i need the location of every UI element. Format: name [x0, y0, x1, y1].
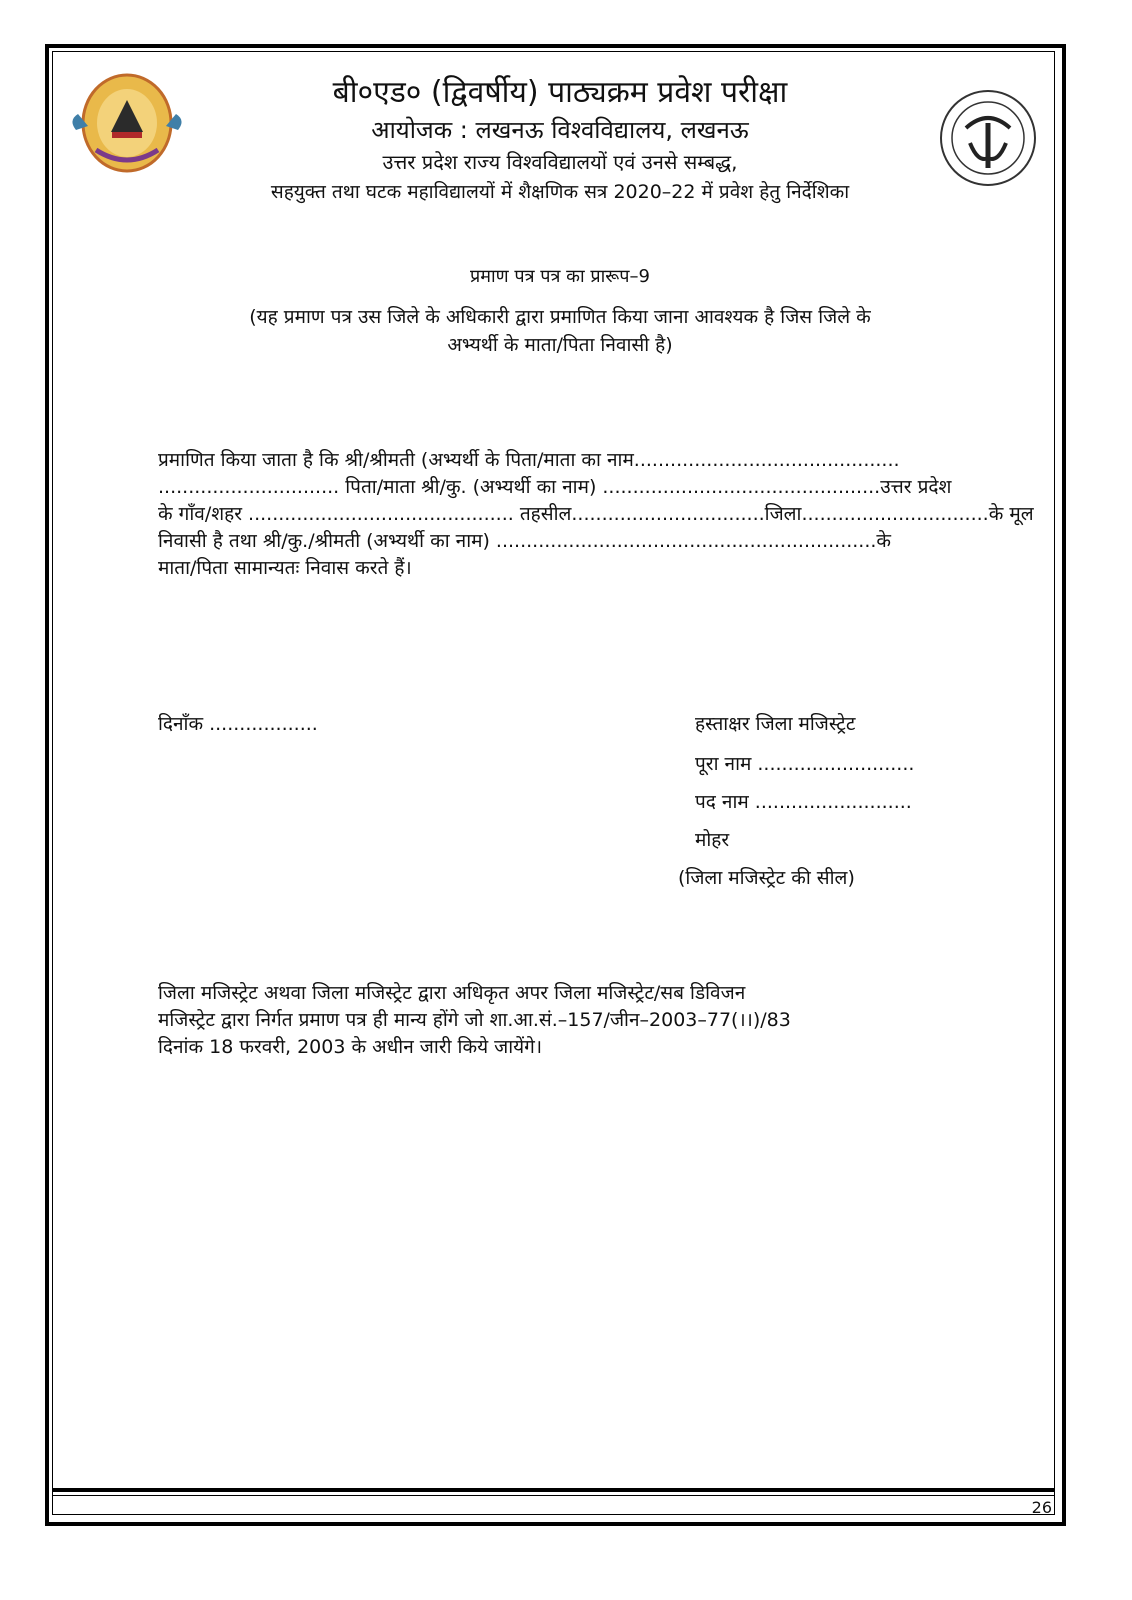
body-line: .............................. पिता/माता श्री/कु. (अभ्यर्थी का नाम) ..............................................उत्तर प्रदेश [158, 476, 952, 498]
page-number: 26 [1031, 1498, 1052, 1517]
form-note-line-1: (यह प्रमाण पत्र उस जिले के अधिकारी द्वारा प्रमाणित किया जाना आवश्यक है जिस जिले के [249, 306, 871, 328]
header-line-3: उत्तर प्रदेश राज्य विश्वविद्यालयों एवं उनसे सम्बद्ध, [382, 150, 738, 174]
date-field: दिनाँक .................. [158, 713, 318, 735]
document-title: बी०एड० (द्विवर्षीय) पाठ्यक्रम प्रवेश परीक्षा [332, 75, 788, 110]
footer-line: मजिस्ट्रेट द्वारा निर्गत प्रमाण पत्र ही मान्य होंगे जो शा.आ.सं.–157/जीन–2003–77(।।)/83 [158, 1009, 791, 1031]
footer-rule-thin [52, 1495, 1055, 1496]
lucknow-university-logo [66, 70, 188, 176]
body-line: निवासी है तथा श्री/कु./श्रीमती (अभ्यर्थी का नाम) ...............................................................के [158, 530, 892, 552]
form-note-line-2: अभ्यर्थी के माता/पिता निवासी है) [447, 334, 673, 356]
up-government-seal [938, 88, 1038, 188]
header-line-4: सहयुक्त तथा घटक महाविद्यालयों में शैक्षणिक सत्र 2020–22 में प्रवेश हेतु निर्देशिका [270, 181, 850, 203]
footer-note [158, 980, 951, 1061]
certificate-body [158, 447, 1034, 582]
footer-rule [52, 1488, 1055, 1492]
body-line: के गाँव/शहर ............................................ तहसील................................जिला...............................के मूल [158, 503, 1034, 525]
body-line: माता/पिता सामान्यतः निवास करते हैं। [158, 557, 412, 579]
seal-label: (जिला मजिस्ट्रेट की सील) [678, 867, 855, 889]
form-title: प्रमाण पत्र पत्र का प्रारूप–9 [470, 266, 650, 287]
designation-field: पद नाम .......................... [695, 791, 912, 813]
signature-label: हस्ताक्षर जिला मजिस्ट्रेट [695, 713, 856, 735]
footer-line: जिला मजिस्ट्रेट अथवा जिला मजिस्ट्रेट द्वारा अधिकृत अपर जिला मजिस्ट्रेट/सब डिविजन [158, 982, 746, 1004]
stamp-label: मोहर [695, 829, 730, 851]
body-line: प्रमाणित किया जाता है कि श्री/श्रीमती (अभ्यर्थी के पिता/माता का नाम............................................ [158, 449, 900, 471]
full-name-field: पूरा नाम .......................... [695, 753, 915, 775]
footer-line: दिनांक 18 फरवरी, 2003 के अधीन जारी किये जायेंगे। [158, 1036, 543, 1058]
organizer: आयोजक : लखनऊ विश्वविद्यालय, लखनऊ [371, 116, 749, 144]
